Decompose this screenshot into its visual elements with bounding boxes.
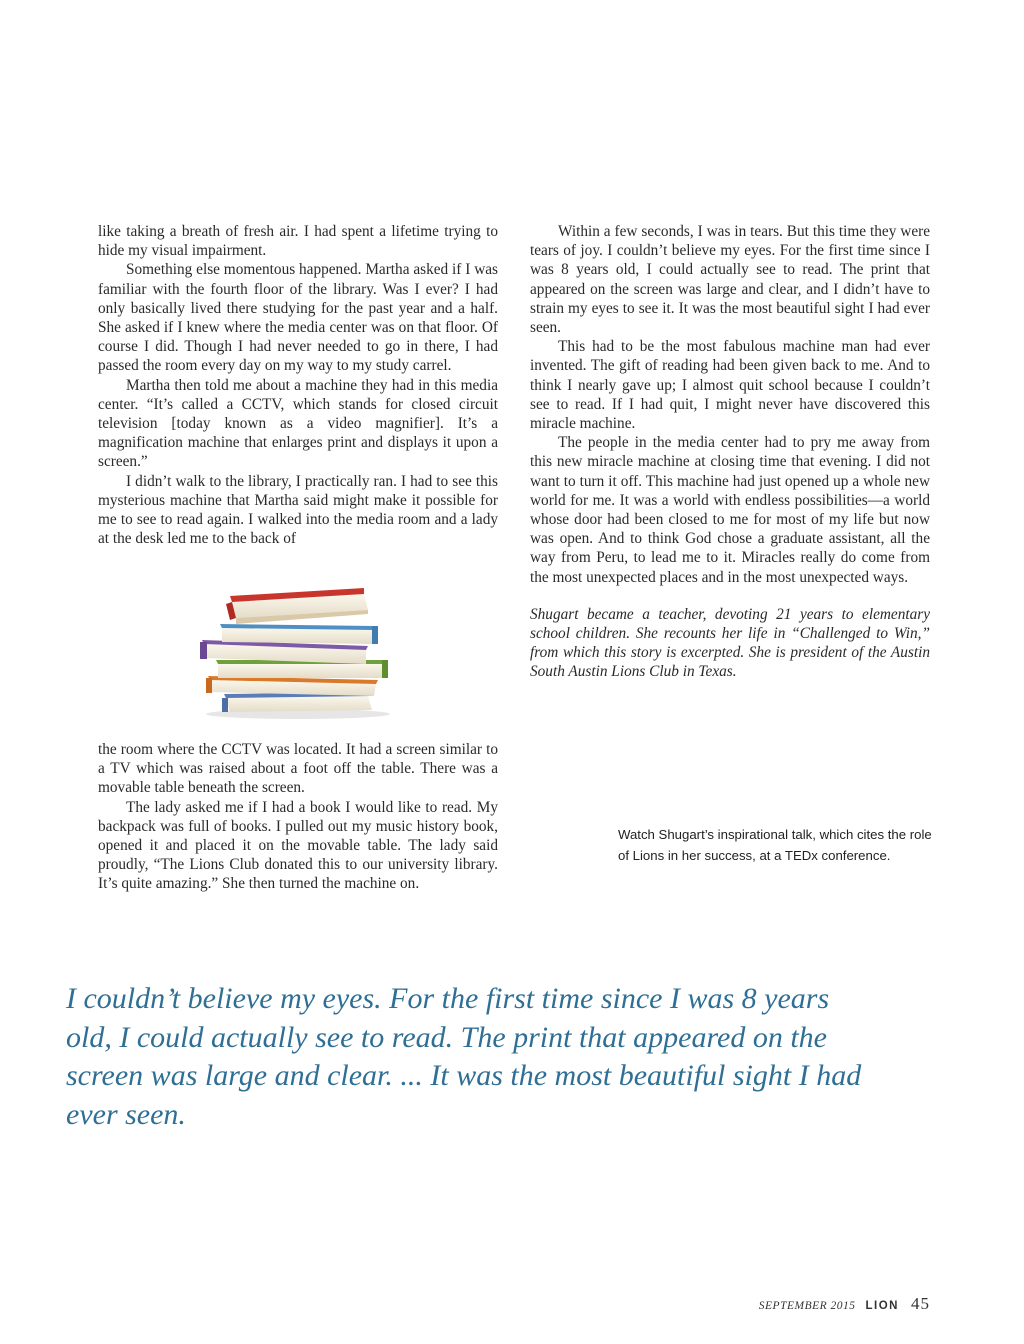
paragraph: Within a few seconds, I was in tears. But this time they were tears of joy. I couldn’t believe my eyes. For the first time since I was 8 years old, I could actually see to read. The print that appeared on the screen was large and clear, and I didn’t have to strain my eyes to see it. It was the most beautiful sight I had ever seen. <box>530 223 930 337</box>
magazine-name: LION <box>865 1300 899 1312</box>
video-caption: Watch Shugart’s inspirational talk, which cites the role of Lions in her success, at a TEDx conference. <box>618 827 932 863</box>
paragraph: This had to be the most fabulous machine man had ever invented. The gift of reading had been given back to me. And to think I nearly gave up; I almost quit school because I couldn’t see to read. If I had quit, I might never have discovered this miracle machine. <box>530 338 930 433</box>
paragraph: Something else momentous happened. Martha asked if I was familiar with the fourth floor of the library. Was I ever? I had only basically lived there studying for the past year and a half. She asked if I knew where the media center was on that floor. Of course I did. Though I had never needed to go in there, I had passed the room every day on my way to my study carrel. <box>98 261 498 375</box>
paragraph: The lady asked me if I had a book I would like to read. My backpack was full of books. I pulled out my music history book, opened it and placed it on the movable table. The lady said proudly, “The Lions Club donated this to our university library. It’s quite amazing.” She then turned the machine on. <box>98 798 498 893</box>
paragraph: The people in the media center had to pry me away from this new miracle machine at closing time that evening. I did not want to turn it off. This machine had just opened up a whole new world for me. It was a world with endless possibilities—a world whose door had been closed to me for most of my life but now was open. And to think God chose a graduate assistant, all the way from Peru, to lead me to it. Miracles really do come from the most unexpected places and in the most unexpected ways. <box>530 434 930 586</box>
paragraph: Martha then told me about a machine they had in this media center. “It’s called a CCTV, which stands for closed circuit television [today known as a video magnifier]. It’s a magnification machine that enlarges print and displays it upon a screen.” <box>98 376 498 471</box>
stack-of-books-icon <box>196 580 396 720</box>
author-bio: Shugart became a teacher, devoting 21 years to elementary school children. She recounts her life in “Challenged to Win,” from which this story is excerpted. She is president of the Austin South Austin Lions Club in Texas. <box>530 605 930 681</box>
paragraph: the room where the CCTV was located. It had a screen similar to a TV which was raised about a foot off the table. There was a movable table beneath the screen. <box>98 741 498 797</box>
paragraph: like taking a breath of fresh air. I had spent a lifetime trying to hide my visual impairment. <box>98 223 498 260</box>
page-number: 45 <box>911 1294 930 1313</box>
issue-date: SEPTEMBER 2015 <box>758 1300 856 1312</box>
article-column-left-top <box>98 222 498 548</box>
paragraph: I didn’t walk to the library, I practically ran. I had to see this mysterious machine that Martha said might make it possible for me to see to read again. I walked into the media room and a lady at the desk led me to the back of <box>98 472 498 548</box>
page-footer <box>759 1294 930 1314</box>
article-column-right <box>530 222 930 682</box>
pull-quote: I couldn’t believe my eyes. For the first time since I was 8 years old, I could actually see to read. The print that appeared on the screen was large and clear. ... It was the most beautiful sight I had ever seen. <box>66 982 862 1131</box>
article-column-left-bottom <box>98 740 498 894</box>
